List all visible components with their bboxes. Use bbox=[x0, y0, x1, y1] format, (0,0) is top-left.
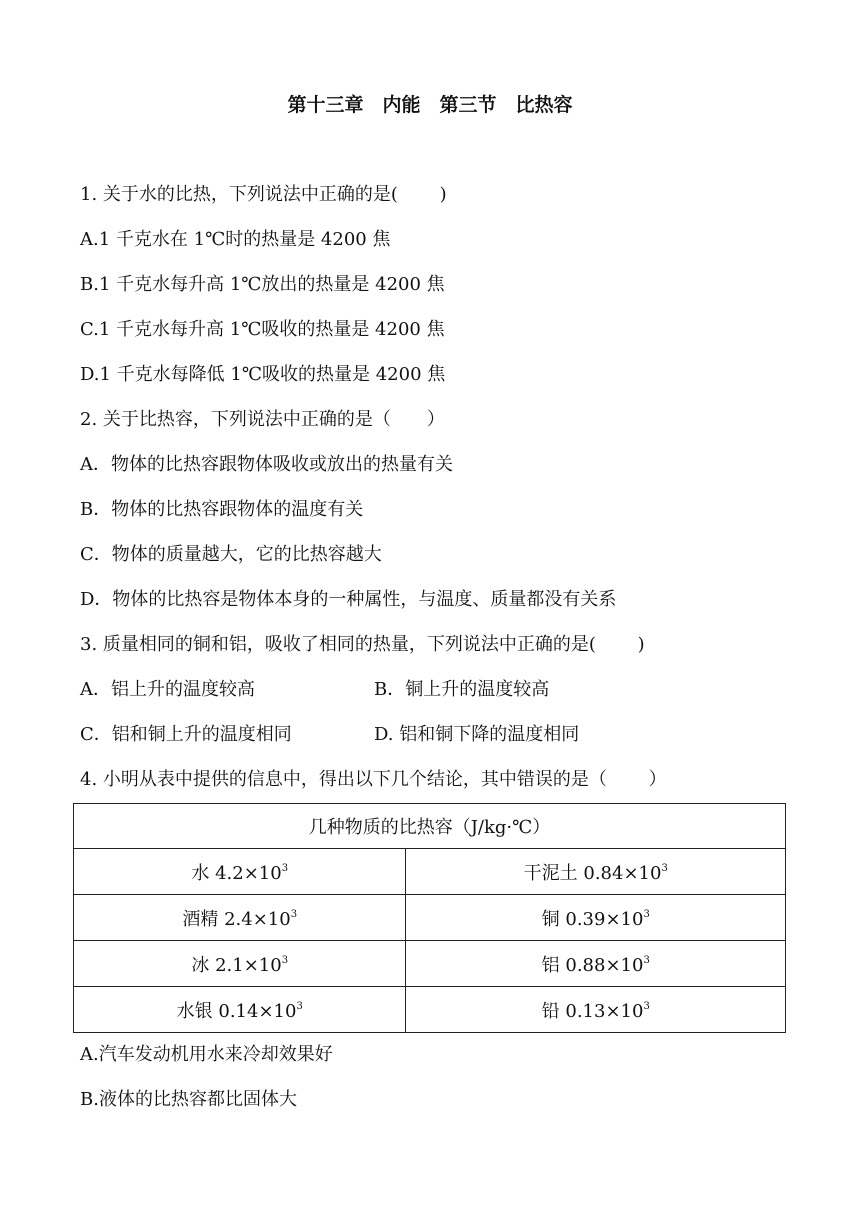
table-cell: 铜 $0.39\times 10^3$ bbox=[406, 895, 786, 941]
table-cell: 酒精 $2.4\times 10^3$ bbox=[74, 895, 406, 941]
table-cell: 冰 $2.1\times 10^3$ bbox=[74, 941, 406, 987]
question-4-stem: 4. 小明从表中提供的信息中，得出以下几个结论，其中错误的是（ ） bbox=[80, 769, 667, 790]
question-2-stem: 2. 关于比热容，下列说法中正确的是（ ） bbox=[80, 409, 445, 430]
table-cell: 铅 $0.13\times 10^3$ bbox=[406, 987, 786, 1033]
question-3-option-c: C．铝和铜上升的温度相同 bbox=[80, 724, 292, 745]
question-3-option-a: A．铝上升的温度较高 bbox=[80, 679, 255, 700]
question-3-option-b: B．铜上升的温度较高 bbox=[374, 679, 550, 700]
page-title: 第十三章 内能 第三节 比热容 bbox=[287, 94, 573, 116]
question-3-stem: 3. 质量相同的铜和铝，吸收了相同的热量，下列说法中正确的是( ) bbox=[80, 634, 645, 655]
table-cell: 干泥土 $0.84\times 10^3$ bbox=[406, 849, 786, 895]
question-2-option-c: C．物体的质量越大，它的比热容越大 bbox=[80, 544, 382, 565]
question-1-stem: 1. 关于水的比热，下列说法中正确的是( ) bbox=[80, 184, 447, 205]
question-1-option-b: B.1 千克水每升高 1℃放出的热量是 4200 焦 bbox=[80, 274, 445, 295]
table-row bbox=[74, 987, 786, 1033]
table-cell: 铝 $0.88\times 10^3$ bbox=[406, 941, 786, 987]
question-3-option-d: D. 铝和铜下降的温度相同 bbox=[374, 724, 580, 745]
table-row bbox=[74, 895, 786, 941]
question-1-option-a: A.1 千克水在 1℃时的热量是 4200 焦 bbox=[80, 229, 391, 250]
table-cell: 水银 $0.14\times 10^3$ bbox=[74, 987, 406, 1033]
question-4-option-a: A.汽车发动机用水来冷却效果好 bbox=[80, 1044, 333, 1065]
table-row bbox=[74, 941, 786, 987]
question-1-option-c: C.1 千克水每升高 1℃吸收的热量是 4200 焦 bbox=[80, 319, 445, 340]
specific-heat-table bbox=[73, 803, 786, 1033]
question-1-option-d: D.1 千克水每降低 1℃吸收的热量是 4200 焦 bbox=[80, 364, 446, 385]
question-4-option-b: B.液体的比热容都比固体大 bbox=[80, 1089, 297, 1110]
question-2-option-a: A．物体的比热容跟物体吸收或放出的热量有关 bbox=[80, 454, 453, 475]
table-cell: 水 $4.2\times 10^3$ bbox=[74, 849, 406, 895]
table-caption: 几种物质的比热容（J/kg·℃） bbox=[74, 804, 786, 849]
table-row bbox=[74, 849, 786, 895]
question-2-option-d: D．物体的比热容是物体本身的一种属性，与温度、质量都没有关系 bbox=[80, 589, 617, 610]
question-2-option-b: B．物体的比热容跟物体的温度有关 bbox=[80, 499, 364, 520]
